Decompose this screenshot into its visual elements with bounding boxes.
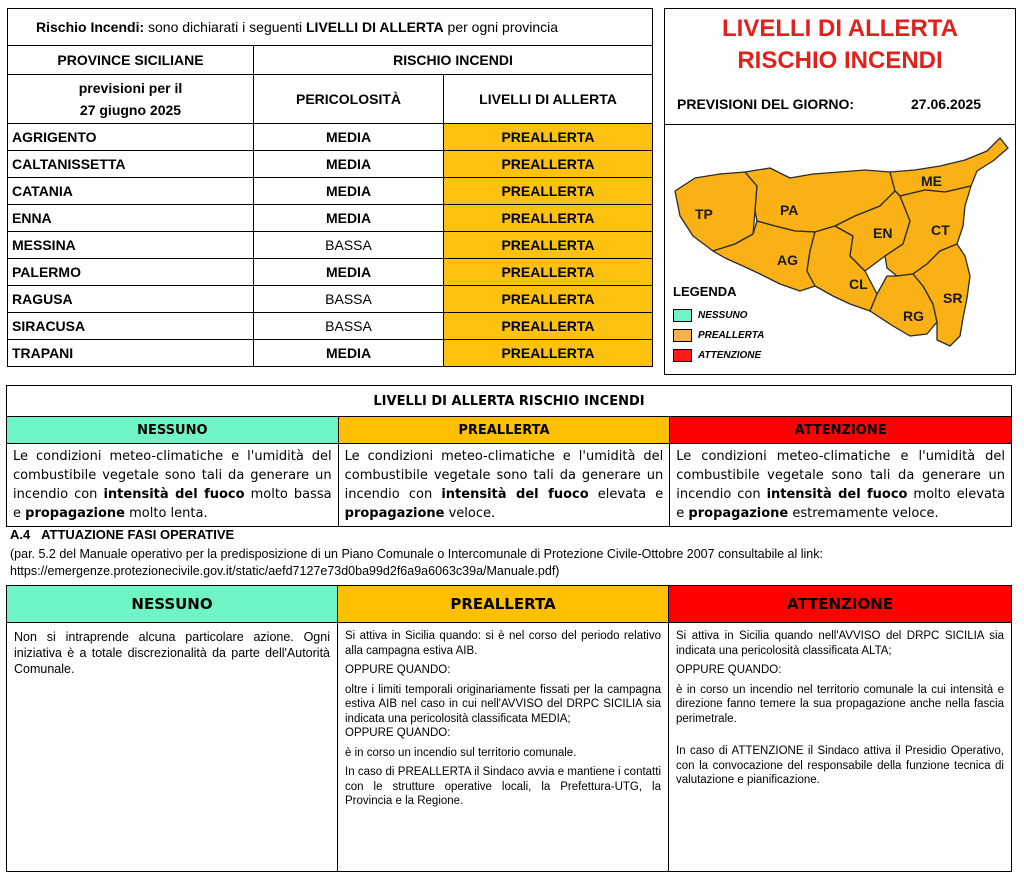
province-name: ENNA [8,205,254,232]
level-desc-attenzione: Le condizioni meteo-climatiche e l'umidità del combustibile vegetale sono tali da generare un incendio con intensità del fuoco molto elevata e propagazione estremamente veloce. [670,444,1012,527]
legend-swatch [673,349,692,362]
phase-head-attenzione: ATTENZIONE [669,586,1012,623]
table-row [8,205,653,232]
alert-level: PREALLERTA [444,151,653,178]
danger-level: MEDIA [254,340,444,367]
danger-level: BASSA [254,232,444,259]
label-tp: TP [695,206,713,222]
label-ct: CT [931,222,950,238]
alert-level: PREALLERTA [444,259,653,286]
label-cl: CL [849,276,868,292]
table-row [8,178,653,205]
province-name: PALERMO [8,259,254,286]
legend-item-preallerta: PREALLERTA [673,329,764,342]
alert-level: PREALLERTA [444,124,653,151]
province-name: SIRACUSA [8,313,254,340]
section-note: (par. 5.2 del Manuale operativo per la predisposizione di un Piano Comunale o Intercomunale di Protezione Civile-Ottobre 2007 consultabile al link: https://emergenze.protezionecivile.gov.it/static/aefd7127e73d0ba99d2f6a9a6063c39a/Manuale.pdf) [10,546,1016,580]
phase-head-preallerta: PREALLERTA [338,586,669,623]
alert-map-panel [664,8,1016,375]
manual-link[interactable]: https://emergenze.protezionecivile.gov.it/static/aefd7127e73d0ba99d2f6a9a6063c39a/Manuale.pdf) [10,564,560,578]
danger-level: BASSA [254,313,444,340]
level-head-attenzione: ATTENZIONE [670,417,1012,444]
table-row [8,340,653,367]
label-pa: PA [780,202,799,218]
legend-swatch [673,309,692,322]
phase-body-attenzione: Si attiva in Sicilia quando nell'AVVISO del DRPC SICILIA sia indicata una pericolosità classificata ALTA; OPPURE QUANDO: è in corso un incendio nel territorio comunale la cui intensità e direzione fanno temere la sua propagazione anche nella fascia perimetrale. In caso di ATTENZIONE il Sindaco attiva il Presidio Operativo, con la convocazione del responsabile della funzione tecnica di valutazione e pianificazione. [669,623,1012,872]
col-header-danger: PERICOLOSITÀ [254,75,444,124]
label-ag: AG [777,252,798,268]
alert-level: PREALLERTA [444,313,653,340]
province-name: MESSINA [8,232,254,259]
table-row [8,124,653,151]
level-desc-preallerta: Le condizioni meteo-climatiche e l'umidità del combustibile vegetale sono tali da generare un incendio con intensità del fuoco elevata e propagazione veloce. [338,444,670,527]
forecast-date: 27.06.2025 [911,96,982,112]
forecast-label: PREVISIONI DEL GIORNO: [677,96,855,112]
label-me: ME [921,173,942,189]
phase-body-preallerta: Si attiva in Sicilia quando: si è nel corso del periodo relativo alla campagna estiva AIB. OPPURE QUANDO: oltre i limiti temporali originariamente fissati per la campagna estiva AIB nel caso in cui nell'AVVISO del DRPC SICILIA sia indicata una pericolosità classificata MEDIA; OPPURE QUANDO: è in corso un incendio sul territorio comunale. In caso di PREALLERTA il Sindaco avvia e mantiene i contatti con le strutture operative locali, la Prefettura-UTG, la Provincia e la Regione. [338,623,669,872]
legend-item-attenzione: ATTENZIONE [673,349,761,362]
provinces-risk-table [7,8,653,367]
danger-level: MEDIA [254,205,444,232]
legend-item-nessuno: NESSUNO [673,309,747,322]
danger-level: MEDIA [254,178,444,205]
divider [664,124,1016,125]
level-desc-nessuno: Le condizioni meteo-climatiche e l'umidità del combustibile vegetale sono tali da generare un incendio con intensità del fuoco molto bassa e propagazione molto lenta. [7,444,339,527]
alert-level: PREALLERTA [444,178,653,205]
legend-title: LEGENDA [673,284,737,299]
danger-level: BASSA [254,286,444,313]
map-title-line2: RISCHIO INCENDI [737,47,943,74]
map-title-line1: LIVELLI DI ALLERTA [722,15,958,42]
level-head-nessuno: NESSUNO [7,417,339,444]
alert-level: PREALLERTA [444,232,653,259]
label-sr: SR [943,290,963,306]
level-head-preallerta: PREALLERTA [338,417,670,444]
table-caption: Rischio Incendi: sono dichiarati i seguenti LIVELLI DI ALLERTA per ogni provincia [8,9,653,46]
phase-head-nessuno: NESSUNO [7,586,338,623]
label-en: EN [873,225,893,241]
levels-title: LIVELLI DI ALLERTA RISCHIO INCENDI [7,386,1012,417]
danger-level: MEDIA [254,259,444,286]
col-header-province: PROVINCE SICILIANE [8,46,254,75]
province-name: CALTANISSETTA [8,151,254,178]
forecast-date-cell: previsioni per il 27 giugno 2025 [8,75,254,124]
col-header-risk: RISCHIO INCENDI [254,46,653,75]
alert-levels-table [6,385,1012,527]
table-row [8,151,653,178]
province-me [890,138,1008,196]
alert-level: PREALLERTA [444,286,653,313]
legend-swatch [673,329,692,342]
danger-level: MEDIA [254,151,444,178]
phase-body-nessuno: Non si intraprende alcuna particolare azione. Ogni iniziativa è a totale discrezionalità da parte dell'Autorità Comunale. [7,623,338,872]
col-header-level: LIVELLI DI ALLERTA [444,75,653,124]
alert-level: PREALLERTA [444,340,653,367]
table-row [8,313,653,340]
province-name: RAGUSA [8,286,254,313]
section-heading: A.4 ATTUAZIONE FASI OPERATIVE [10,527,235,542]
table-row [8,259,653,286]
province-name: TRAPANI [8,340,254,367]
province-name: CATANIA [8,178,254,205]
danger-level: MEDIA [254,124,444,151]
label-rg: RG [903,308,924,324]
operational-phases-table [6,585,1012,872]
province-name: AGRIGENTO [8,124,254,151]
alert-level: PREALLERTA [444,205,653,232]
table-row [8,232,653,259]
table-row [8,286,653,313]
